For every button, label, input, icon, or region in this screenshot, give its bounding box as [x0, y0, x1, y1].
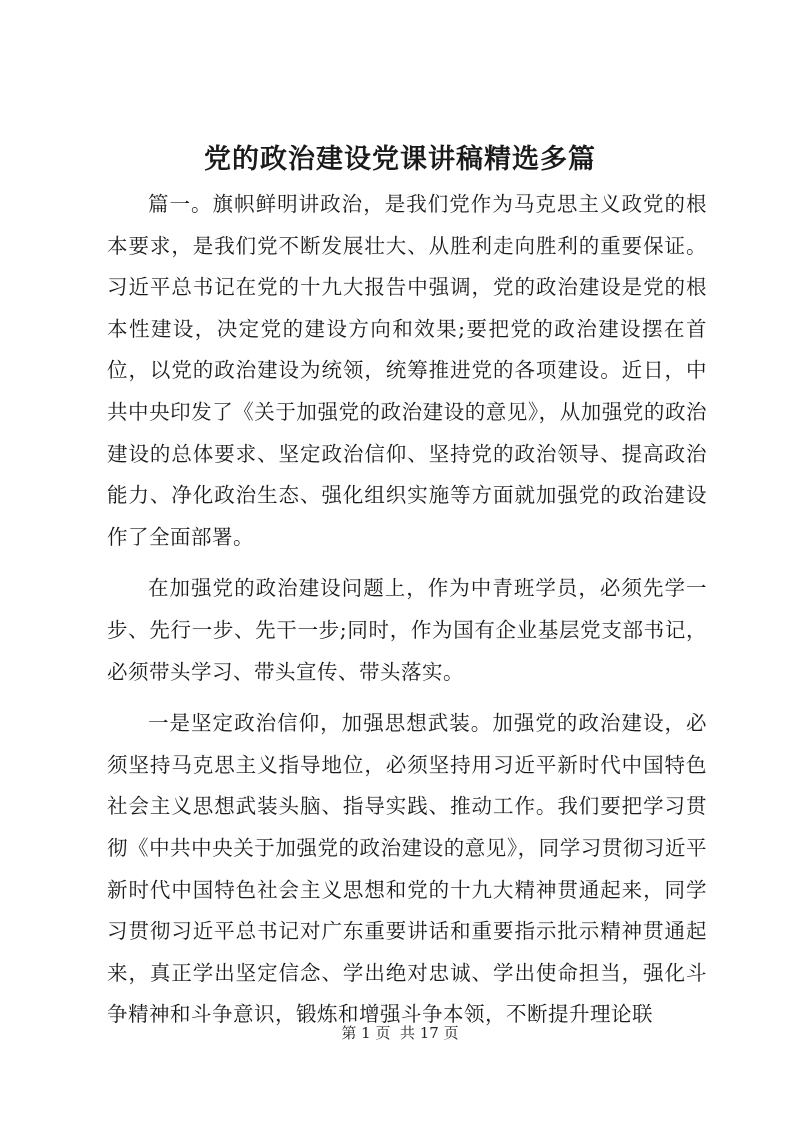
paragraph-1: 篇一。旗帜鲜明讲政治，是我们党作为马克思主义政党的根本要求，是我们党不断发展壮大、从胜利走向胜利的重要保证。习近平总书记在党的十九大报告中强调，党的政治建设是党的根本性建设，决定党的建设方向和效果;要把党的政治建设摆在首位，以党的政治建设为统领，统筹推进党的各项建设。近日，中共中央印发了《关于加强党的政治建设的意见》，从加强党的政治建设的总体要求、坚定政治信仰、坚持党的政治领导、提高政治能力、净化政治生态、强化组织实施等方面就加强党的政治建设作了全面部署。: [107, 192, 707, 549]
document-title: 党的政治建设党课讲稿精选多篇: [204, 144, 596, 175]
paragraph-3: 一是坚定政治信仰，加强思想武装。加强党的政治建设，必须坚持马克思主义指导地位，必须坚持用习近平新时代中国特色社会主义思想武装头脑、指导实践、推动工作。我们要把学习贯彻《中共中央关于加强党的政治建设的意见》，同学习贯彻习近平新时代中国特色社会主义思想和党的十九大精神贯通起来，同学习贯彻习近平总书记对广东重要讲话和重要指示批示精神贯通起来，真正学出坚定信念、学出绝对忠诚、学出使命担当，强化斗争精神和斗争意识，锻炼和增强斗争本领，不断提升理论联: [107, 711, 707, 1027]
paragraph-2: 在加强党的政治建设问题上，作为中青班学员，必须先学一步、先行一步、先干一步;同时，作为国有企业基层党支部书记，必须带头学习、带头宣传、带头落实。: [107, 576, 707, 684]
page-number-label: 第 1 页 共 17 页: [341, 1024, 459, 1042]
page-footer: [0, 1022, 800, 1044]
document-body: [107, 184, 707, 1036]
